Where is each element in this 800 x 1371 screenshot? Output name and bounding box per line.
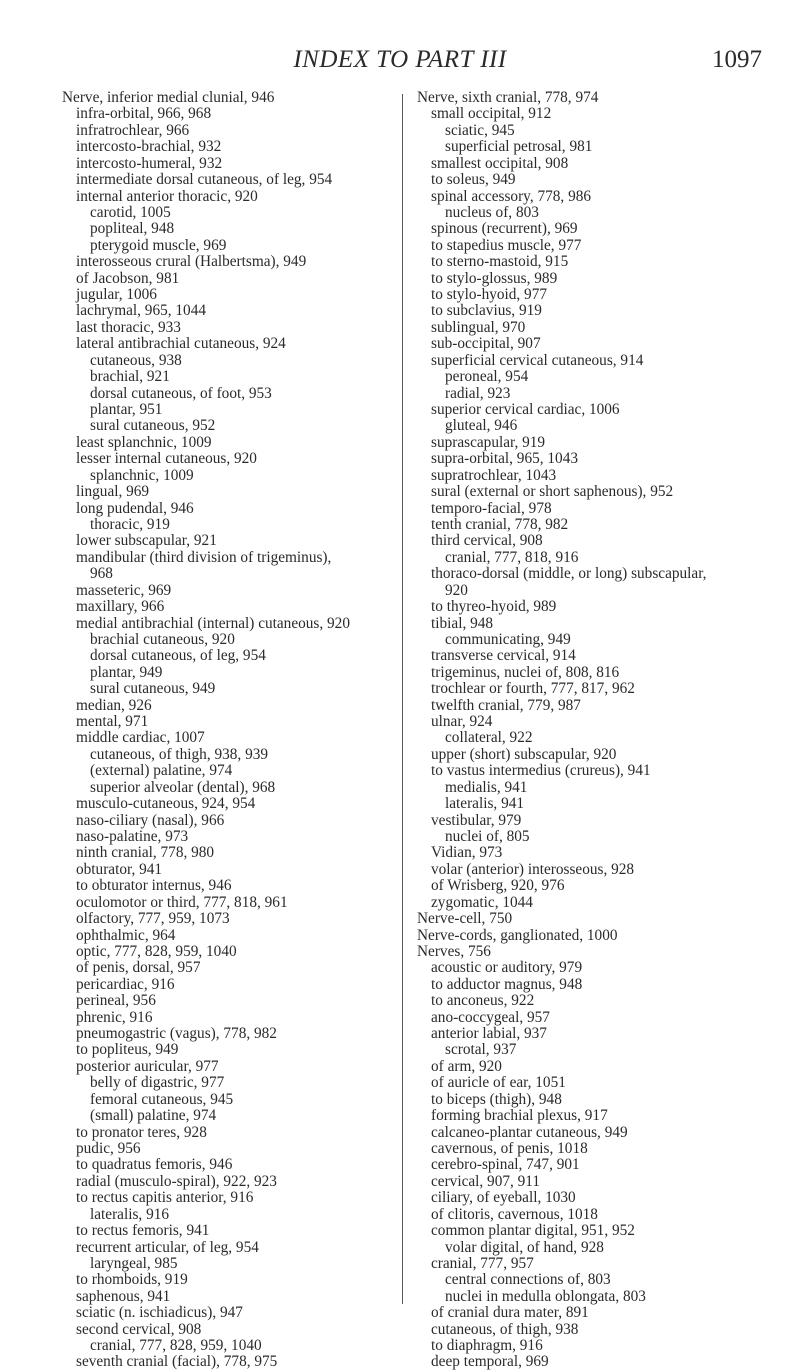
index-entry: lateralis, 916 — [90, 1205, 170, 1223]
index-entry: to subclavius, 919 — [431, 302, 542, 320]
index-entry: scrotal, 937 — [445, 1041, 517, 1059]
index-entry: to pronator teres, 928 — [76, 1123, 207, 1141]
index-entry: brachial, 921 — [90, 368, 170, 386]
index-entry: trochlear or fourth, 777, 817, 962 — [431, 680, 635, 698]
index-entry: cutaneous, of thigh, 938 — [431, 1320, 579, 1338]
index-entry: to vastus intermedius (crureus), 941 — [431, 762, 651, 780]
index-entry: ulnar, 924 — [431, 713, 493, 731]
index-entry: common plantar digital, 951, 952 — [431, 1222, 635, 1240]
index-entry: ciliary, of eyeball, 1030 — [431, 1189, 576, 1207]
index-entry: internal anterior thoracic, 920 — [76, 187, 258, 205]
index-entry: to diaphragm, 916 — [431, 1337, 543, 1355]
index-entry: brachial cutaneous, 920 — [90, 630, 235, 648]
index-entry: zygomatic, 1044 — [431, 893, 533, 911]
index-entry: Nerve, inferior medial clunial, 946 — [62, 89, 275, 106]
index-entry: naso-ciliary (nasal), 966 — [76, 811, 225, 829]
index-entry: to soleus, 949 — [431, 171, 516, 189]
index-entry: supratrochlear, 1043 — [431, 466, 557, 484]
index-entry: laryngeal, 985 — [90, 1254, 178, 1272]
index-entry: infratrochlear, 966 — [76, 121, 190, 139]
index-entry: smallest occipital, 908 — [431, 154, 569, 172]
page-number: 1097 — [712, 46, 762, 73]
index-entry: posterior auricular, 977 — [76, 1057, 219, 1075]
index-entry: cutaneous, 938 — [90, 351, 182, 369]
index-entry: small occipital, 912 — [431, 105, 552, 123]
index-entry: superficial cervical cutaneous, 914 — [431, 351, 644, 369]
index-entry: cervical, 907, 911 — [431, 1172, 541, 1190]
index-entry: thoracic, 919 — [90, 515, 170, 533]
index-entry: of clitoris, cavernous, 1018 — [431, 1205, 598, 1223]
index-entry: femoral cutaneous, 945 — [90, 1090, 234, 1108]
index-entry: communicating, 949 — [445, 630, 571, 648]
index-entry: cavernous, of penis, 1018 — [431, 1140, 588, 1157]
index-entry: nucleus of, 803 — [445, 203, 539, 221]
index-entry: of Jacobson, 981 — [76, 269, 180, 287]
index-entry: olfactory, 777, 959, 1073 — [76, 910, 230, 928]
running-title: INDEX TO PART III — [293, 46, 507, 73]
index-entry: pericardiac, 916 — [76, 975, 175, 993]
index-entry: to thyreo-hyoid, 989 — [431, 598, 557, 616]
index-entry: lateral antibrachial cutaneous, 924 — [76, 335, 286, 353]
index-entry: nuclei of, 805 — [445, 827, 530, 845]
index-entry: mandibular (third division of trigeminus), — [76, 548, 332, 566]
index-entry: Nerve-cords, ganglionated, 1000 — [417, 926, 618, 944]
index-entry: sural cutaneous, 952 — [90, 417, 216, 435]
index-entry: sub-occipital, 907 — [431, 335, 541, 353]
index-entry: anterior labial, 937 — [431, 1025, 547, 1043]
index-entry: least splanchnic, 1009 — [76, 433, 212, 451]
index-entry: dorsal cutaneous, of leg, 954 — [90, 647, 266, 665]
index-entry: superior alveolar (dental), 968 — [90, 778, 276, 796]
index-entry: Nerve, sixth cranial, 778, 974 — [417, 89, 599, 106]
index-entry: jugular, 1006 — [76, 286, 157, 304]
index-entry: obturator, 941 — [76, 860, 163, 878]
index-entry: to stylo-hyoid, 977 — [431, 286, 548, 304]
index-entry: middle cardiac, 1007 — [76, 729, 205, 747]
index-entry: transverse cervical, 914 — [431, 647, 576, 665]
index-entry: cranial, 777, 818, 916 — [445, 548, 579, 566]
index-entry: to stapedius muscle, 977 — [431, 236, 582, 254]
index-entry: to sterno-mastoid, 915 — [431, 253, 569, 271]
index-entry: Vidian, 973 — [431, 844, 503, 862]
index-entry: to rectus capitis anterior, 916 — [76, 1189, 254, 1207]
index-entry: radial (musculo-spiral), 922, 923 — [76, 1172, 277, 1190]
index-entry: intermediate dorsal cutaneous, of leg, 954 — [76, 171, 333, 189]
index-entry: ano-coccygeal, 957 — [431, 1008, 550, 1026]
index-entry: medial antibrachial (internal) cutaneous, 920 — [76, 614, 350, 632]
index-entry: popliteal, 948 — [90, 220, 175, 238]
index-entry: twelfth cranial, 779, 987 — [431, 696, 581, 714]
index-entry: nuclei in medulla oblongata, 803 — [445, 1287, 646, 1305]
index-entry: cerebro-spinal, 747, 901 — [431, 1156, 580, 1174]
index-entry: ophthalmic, 964 — [76, 926, 176, 944]
index-entry: belly of digastric, 977 — [90, 1074, 225, 1092]
index-entry: intercosto-brachial, 932 — [76, 138, 222, 156]
index-entry: plantar, 951 — [90, 401, 163, 419]
index-entry: to biceps (thigh), 948 — [431, 1090, 562, 1108]
index-entry: to anconeus, 922 — [431, 992, 535, 1010]
index-entry: of arm, 920 — [431, 1057, 502, 1075]
index-entry: to rhomboids, 919 — [76, 1271, 188, 1289]
index-entry: pterygoid muscle, 969 — [90, 236, 227, 254]
index-entry: forming brachial plexus, 917 — [431, 1107, 608, 1125]
index-entry: sublingual, 970 — [431, 318, 526, 336]
index-entry: lachrymal, 965, 1044 — [76, 302, 206, 320]
index-entry: to stylo-glossus, 989 — [431, 269, 558, 287]
index-column-left — [62, 90, 397, 1371]
index-entry: sciatic (n. ischiadicus), 947 — [76, 1304, 243, 1322]
index-entry: volar digital, of hand, 928 — [445, 1238, 604, 1256]
index-entry: saphenous, 941 — [76, 1287, 171, 1305]
index-entry: superior cervical cardiac, 1006 — [431, 401, 620, 419]
index-entry: third cervical, 908 — [431, 532, 543, 550]
index-entry: supra-orbital, 965, 1043 — [431, 450, 578, 468]
index-entry: perineal, 956 — [76, 992, 156, 1010]
index-entry: lingual, 969 — [76, 483, 150, 501]
index-entry: to rectus femoris, 941 — [76, 1222, 210, 1240]
index-entry: 920 — [445, 581, 468, 599]
index-entry: vestibular, 979 — [431, 811, 522, 829]
index-entry: upper (short) subscapular, 920 — [431, 745, 617, 763]
index-entry: collateral, 922 — [445, 729, 533, 747]
index-entry: (small) palatine, 974 — [90, 1107, 217, 1125]
index-entry: maxillary, 966 — [76, 598, 165, 616]
index-entry: median, 926 — [76, 696, 152, 714]
index-entry: recurrent articular, of leg, 954 — [76, 1238, 259, 1256]
index-entry: thoraco-dorsal (middle, or long) subscapular, — [431, 565, 707, 583]
index-entry: pudic, 956 — [76, 1140, 141, 1157]
index-entry: tibial, 948 — [431, 614, 494, 632]
index-entry: volar (anterior) interosseous, 928 — [431, 860, 635, 878]
index-entry: to popliteus, 949 — [76, 1041, 179, 1059]
index-entry: splanchnic, 1009 — [90, 466, 194, 484]
index-entry: of cranial dura mater, 891 — [431, 1304, 589, 1322]
index-entry: Nerves, 756 — [417, 942, 491, 960]
index-entry: second cervical, 908 — [76, 1320, 202, 1338]
index-entry: deep temporal, 969 — [431, 1353, 549, 1371]
index-entry: suprascapular, 919 — [431, 433, 546, 451]
index-entry: carotid, 1005 — [90, 203, 171, 221]
index-entry: spinal accessory, 778, 986 — [431, 187, 592, 205]
index-entry: seventh cranial (facial), 778, 975 — [76, 1353, 278, 1371]
index-entry: temporo-facial, 978 — [431, 499, 552, 517]
index-entry: lower subscapular, 921 — [76, 532, 217, 550]
index-entry: peroneal, 954 — [445, 368, 529, 386]
index-entry: cranial, 777, 828, 959, 1040 — [90, 1337, 262, 1355]
index-entry: acoustic or auditory, 979 — [431, 959, 583, 977]
index-entry: to obturator internus, 946 — [76, 877, 232, 895]
index-entry: interosseous crural (Halbertsma), 949 — [76, 253, 307, 271]
index-entry: intercosto-humeral, 932 — [76, 154, 223, 172]
index-entry: superficial petrosal, 981 — [445, 138, 593, 156]
index-entry: ninth cranial, 778, 980 — [76, 844, 215, 862]
index-entry: of auricle of ear, 1051 — [431, 1074, 566, 1092]
column-divider — [402, 94, 403, 1304]
index-entry: (external) palatine, 974 — [90, 762, 233, 780]
index-entry: 968 — [90, 565, 113, 583]
index-entry: of penis, dorsal, 957 — [76, 959, 201, 977]
page-header — [0, 46, 800, 80]
index-entry: medialis, 941 — [445, 778, 528, 796]
index-entry: tenth cranial, 778, 982 — [431, 515, 569, 533]
index-entry: spinous (recurrent), 969 — [431, 220, 578, 238]
index-column-right — [417, 90, 777, 1371]
index-entry: trigeminus, nuclei of, 808, 816 — [431, 663, 620, 681]
index-entry: lesser internal cutaneous, 920 — [76, 450, 257, 468]
index-entry: sural (external or short saphenous), 952 — [431, 483, 674, 501]
index-entry: optic, 777, 828, 959, 1040 — [76, 942, 237, 960]
index-entry: cranial, 777, 957 — [431, 1254, 534, 1272]
index-entry: infra-orbital, 966, 968 — [76, 105, 212, 123]
index-entry: masseteric, 969 — [76, 581, 172, 599]
index-entry: radial, 923 — [445, 384, 511, 402]
index-entry: sciatic, 945 — [445, 121, 515, 139]
index-entry: of Wrisberg, 920, 976 — [431, 877, 565, 895]
index-entry: pneumogastric (vagus), 778, 982 — [76, 1025, 277, 1043]
index-entry: last thoracic, 933 — [76, 318, 181, 336]
index-entry: musculo-cutaneous, 924, 954 — [76, 795, 256, 813]
index-entry: cutaneous, of thigh, 938, 939 — [90, 745, 269, 763]
index-entry: calcaneo-plantar cutaneous, 949 — [431, 1123, 628, 1141]
index-entry: to quadratus femoris, 946 — [76, 1156, 233, 1174]
index-entry: long pudendal, 946 — [76, 499, 194, 517]
index-entry: gluteal, 946 — [445, 417, 518, 435]
index-entry: dorsal cutaneous, of foot, 953 — [90, 384, 272, 402]
index-entry: sural cutaneous, 949 — [90, 680, 216, 698]
index-entry: to adductor magnus, 948 — [431, 975, 583, 993]
index-entry: Nerve-cell, 750 — [417, 910, 513, 928]
index-entry: lateralis, 941 — [445, 795, 525, 813]
index-entry: phrenic, 916 — [76, 1008, 153, 1026]
index-entry: plantar, 949 — [90, 663, 163, 681]
index-entry: naso-palatine, 973 — [76, 827, 189, 845]
index-entry: oculomotor or third, 777, 818, 961 — [76, 893, 288, 911]
index-entry: mental, 971 — [76, 713, 149, 731]
index-entry: central connections of, 803 — [445, 1271, 611, 1289]
